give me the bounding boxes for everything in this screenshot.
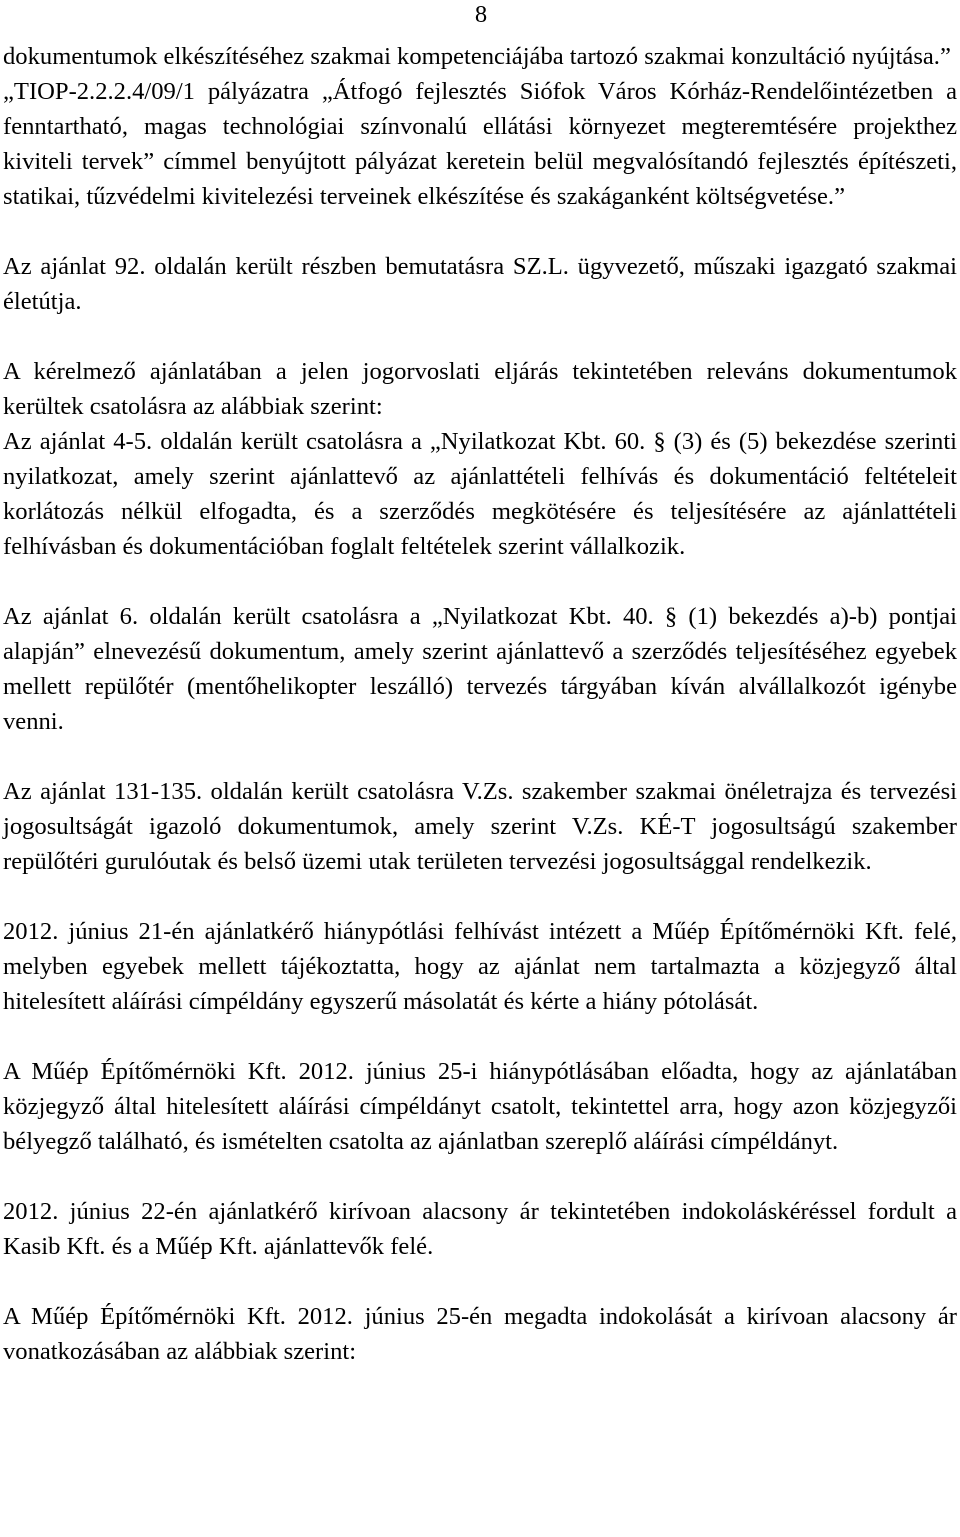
paragraph-career: Az ajánlat 92. oldalán került részben bemutatásra SZ.L. ügyvezető, műszaki igazgató szakmai életútja. bbox=[3, 253, 957, 315]
document-body bbox=[3, 39, 957, 1369]
paragraph-low-price-justification: A Műép Építőmérnöki Kft. 2012. június 25-én megadta indokolását a kirívoan alacsony ár vonatkozásában az alábbiak szerint: bbox=[3, 1303, 957, 1365]
page-number: 8 bbox=[474, 1, 488, 28]
paragraph-expert-cv: Az ajánlat 131-135. oldalán került csatolásra V.Zs. szakember szakmai önéletrajza és tervezési jogosultságát igazoló dokumentumok, amely szerint V.Zs. KÉ-T jogosultságú szakember repülőtéri gurulóutak és belső üzemi utak területen tervezési jogosultsággal rendelkezik. bbox=[3, 778, 957, 875]
paragraph-relevant-documents: A kérelmező ajánlatában a jelen jogorvoslati eljárás tekintetében releváns dokumentumok kerültek csatolásra az alábbiak szerint: bbox=[3, 358, 957, 420]
paragraph-consultation: dokumentumok elkészítéséhez szakmai kompetenciájába tartozó szakmai konzultáció nyújtása.” bbox=[3, 43, 951, 70]
paragraph-declaration-40: Az ajánlat 6. oldalán került csatolásra a „Nyilatkozat Kbt. 40. § (1) bekezdés a)-b) pontjai alapján” elnevezésű dokumentum, amely szerint ajánlattevő a szerződés teljesítéséhez egyebek mellett repülőtér (mentőhelikopter leszálló) tervezés tárgyában kíván alvállalkozót igénybe venni. bbox=[3, 603, 957, 735]
paragraph-low-price-request: 2012. június 22-én ajánlatkérő kirívoan alacsony ár tekintetében indokoláskéréssel fordult a Kasib Kft. és a Műép Kft. ajánlattevők felé. bbox=[3, 1198, 957, 1260]
paragraph-deficiency-request: 2012. június 21-én ajánlatkérő hiánypótlási felhívást intézett a Műép Építőmérnöki Kft. felé, melyben egyebek mellett tájékoztatta, hogy az ajánlat nem tartalmazta a közjegyző által hitelesített aláírási címpéldány egyszerű másolatát és kérte a hiány pótolását. bbox=[3, 918, 957, 1015]
paragraph-deficiency-response: A Műép Építőmérnöki Kft. 2012. június 25-i hiánypótlásában előadta, hogy az ajánlatában közjegyző által hitelesített aláírási címpéldányt csatolt, tekintettel arra, hogy azon közjegyzői bélyegző található, és ismételten csatolta az ajánlatban szereplő aláírási címpéldányt. bbox=[3, 1058, 957, 1155]
paragraph-declaration-60: Az ajánlat 4-5. oldalán került csatolásra a „Nyilatkozat Kbt. 60. § (3) és (5) bekezdése szerinti nyilatkozat, amely szerint ajánlattevő az ajánlattételi felhívás és dokumentáció feltételeit korlátozás nélkül elfogadta, és a szerződés megkötésére és teljesítésére az ajánlattételi felhívásban és dokumentációban foglalt feltételek szerint vállalkozik. bbox=[3, 428, 957, 560]
paragraph-tiop-project: „TIOP-2.2.2.4/09/1 pályázatra „Átfogó fejlesztés Siófok Város Kórház-Rendelőintézetben a fenntartható, magas technológiai színvonalú ellátási környezet megteremtésére projekthez kiviteli tervek” címmel benyújtott pályázat keretein belül megvalósítandó fejlesztés építészeti, statikai, tűzvédelmi kivitelezési terveinek elkészítése és szakáganként költségvetése.” bbox=[3, 78, 957, 210]
